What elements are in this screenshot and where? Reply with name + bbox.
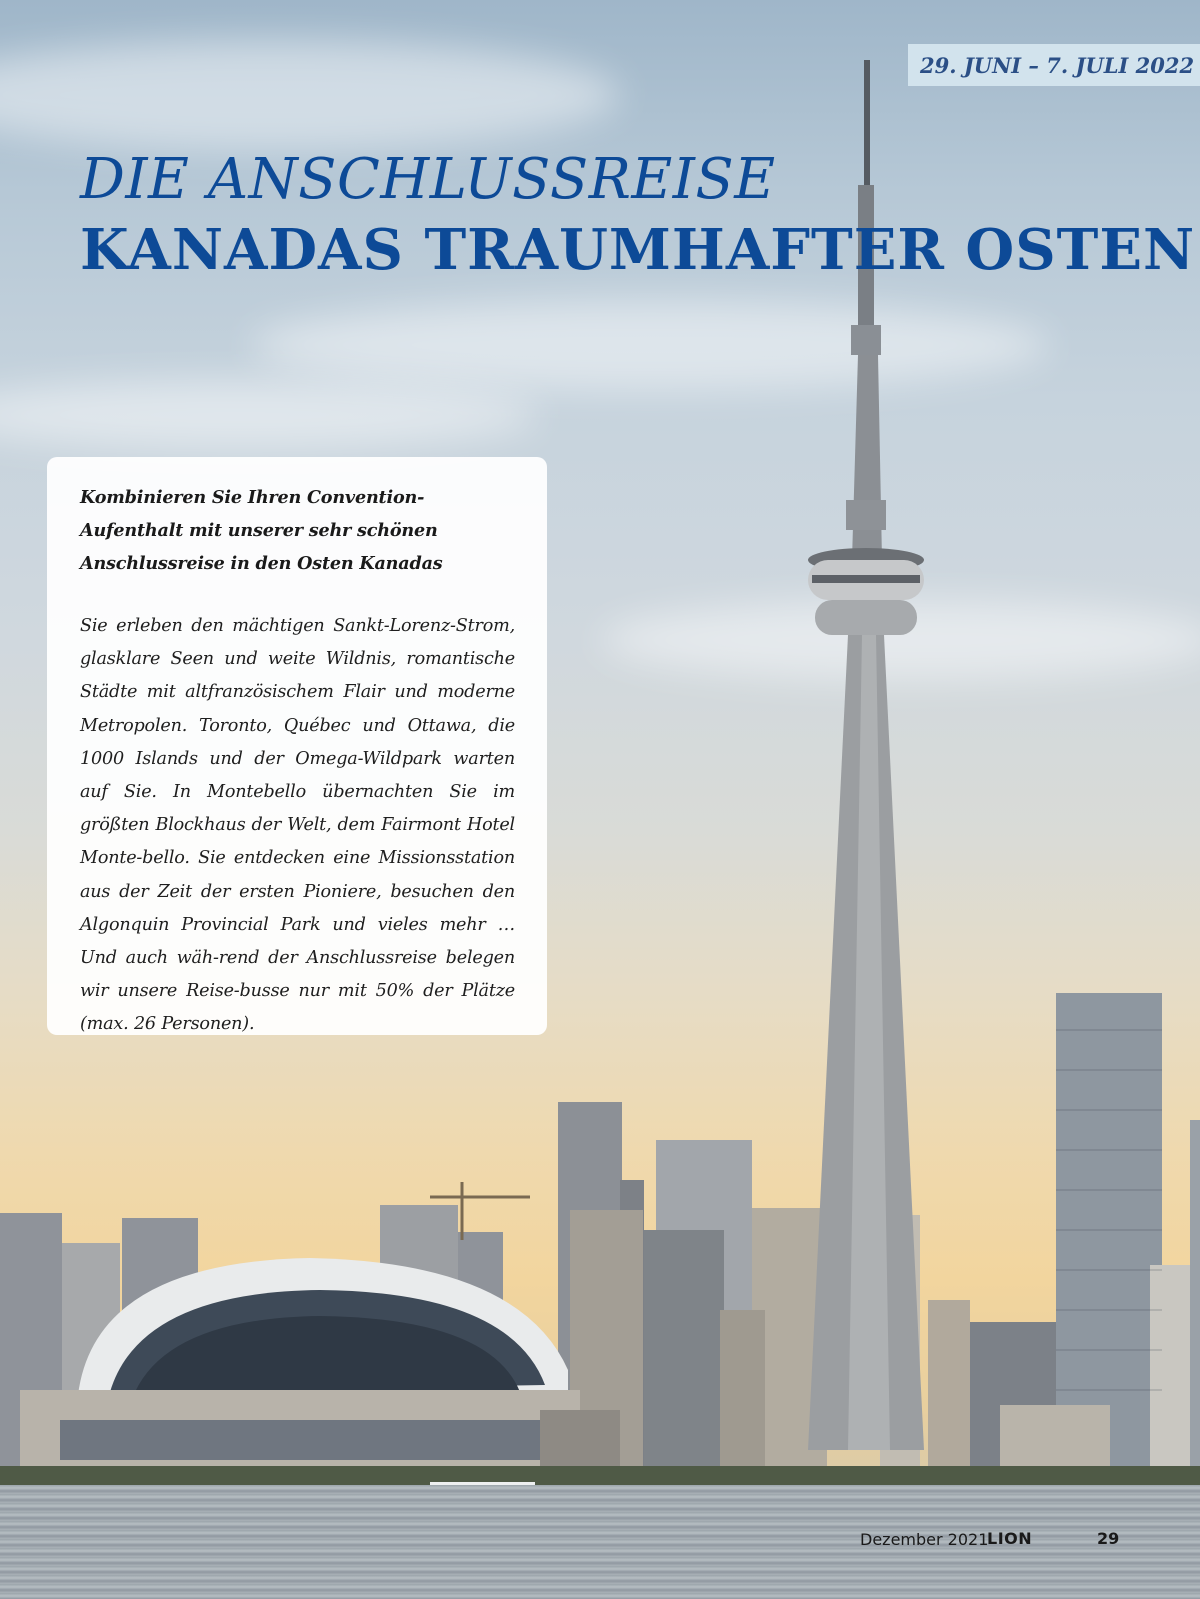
date-range: 29. JUNI – 7. JULI 2022 [920, 52, 1195, 78]
intro-text: Kombinieren Sie Ihren Convention-Aufenthalt mit unserer sehr schönen Anschlussreise in den Osten Kanadas [80, 487, 443, 574]
footer-brand: LION [987, 1529, 1033, 1548]
page-title: KANADAS TRAUMHAFTER OSTEN [80, 217, 1196, 283]
date-banner [908, 44, 1200, 86]
intro-textbox [47, 457, 547, 1035]
body-text: Sie erleben den mächtigen Sankt-Lorenz-Strom, glasklare Seen und weite Wildnis, romantische Städte mit altfranzösischem Flair und moderne Metropolen. Toronto, Québec und Ottawa, die 1000 Islands und der Omega-Wildpark warten auf Sie. In Montebello übernachten Sie im größten Blockhaus der Welt, dem Fairmont Hotel Monte-bello. Sie entdecken eine Missionsstation aus der Zeit der ersten Pioniere, besuchen den Algonquin Provincial Park und vieles mehr … Und auch wäh-rend der Anschlussreise belegen wir unsere Reise-busse nur mit 50% der Plätze (max. 26 Personen). [80, 616, 515, 1035]
footer-month: Dezember 2021 [860, 1530, 989, 1549]
page-number: 29 [1097, 1529, 1120, 1548]
title-kicker: DIE ANSCHLUSSREISE [80, 147, 776, 212]
